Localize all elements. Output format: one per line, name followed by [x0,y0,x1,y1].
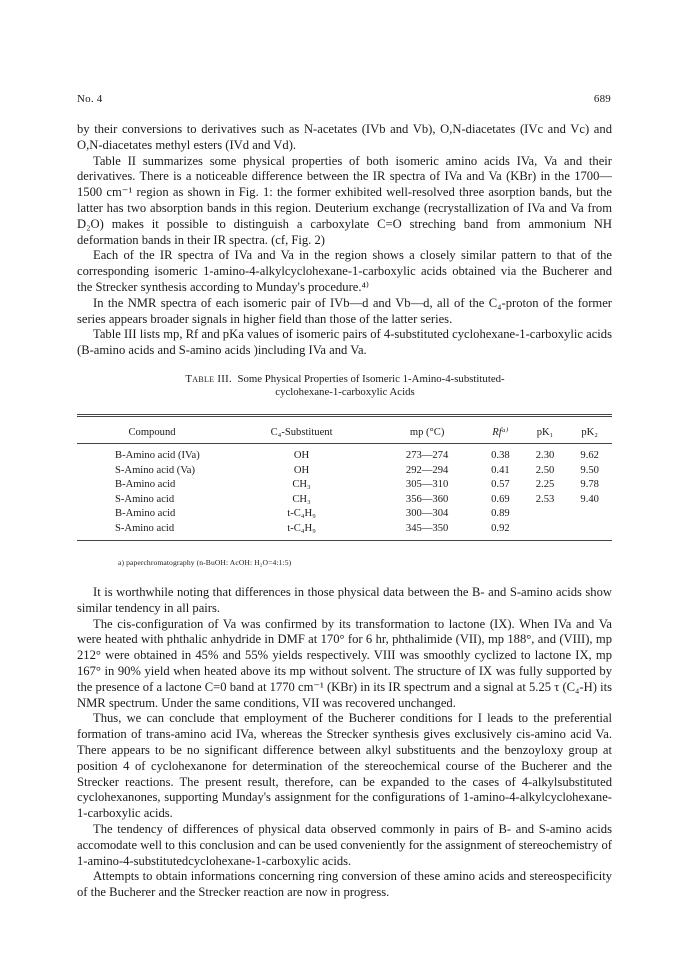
paragraph: Table III lists mp, Rf and pKa values of isomeric pairs of 4-substituted cyclohexane-1-carboxylic acids (B-amino acids and S-amino acids )including IVa and Va. [77,327,612,358]
page-number: 689 [593,93,611,105]
cell-pk2: 9.78 [580,479,599,490]
cell-substituent: CH₃ [292,479,311,490]
cell-rf: 0.57 [491,479,510,490]
paragraph: Each of the IR spectra of IVa and Va in the region shows a closely similar pattern to that of the corresponding isomeric 1-amino-4-alkylcyclohexane-1-carboxylic acids obtained via the Bucherer and the Strecker synthesis according to Munday's procedure.⁴⁾ [77,248,612,294]
cell-mp: 356—360 [405,493,449,505]
cell-pk1 [523,507,568,522]
cell-mp: 345—350 [376,522,478,541]
paragraph: Thus, we can conclude that employment of the Bucherer conditions for I leads to the preferential formation of trans-amino acid IVa, whereas the Strecker synthesis gives exclusively cis-amino acid Va. There appears to be no significant difference between alkyl substituents and the benzoyloxy group at position 4 of cyclohexanone for determination of the stereochemical course of the Bucherer and the Strecker reactions. The present result, therefore, can be expanded to the cases of 4-alkylsubstituted cyclohexanones, supporting Munday's assignment for the configurations of 1-amino-4-alkylcyclohexane-1-carboxylic acids. [77,711,612,821]
cell-substituent: t-C₄H₉ [227,522,376,541]
cell-mp: 300—304 [405,508,449,519]
paragraph: by their conversions to derivatives such as N-acetates (IVb and Vb), O,N-diacetates (IVc and Vc) and O,N-diacetates methyl esters (IVd and Vd). [77,122,612,152]
cell-pk2: 9.40 [580,493,599,505]
cell-substituent: OH [293,450,310,461]
table-row [77,478,612,493]
body-text-top [77,122,612,359]
paragraph: The cis-configuration of Va was confirmed by its transformation to lactone (IX). When IVa and Va were heated with phthalic anhydride in DMF at 170° for 6 hr, phthalimide (VII), mp 188°, and (VIII), mp 212° were obtained in 45% and 55% yields respectively. VIII was smoothly cyclized to lactone IX, mp 167° in 90% yield when heated above its mp without solvent. The structure of IX was fully supported by the presence of a lactone C=0 band at 1770 cm⁻¹ (KBr) in its IR spectrum and a signal at 5.25 τ (C₄-H) its NMR spectrum. Under the same conditions, VII was recovered unchanged. [77,616,612,710]
cell-compound: S-Amino acid [77,522,227,541]
table-row [77,522,612,541]
cell-compound: S-Amino acid (Va) [115,464,196,476]
cell-compound: B-Amino acid [115,508,176,519]
col-header-rf: Rfᵃ⁾ [478,416,523,444]
cell-pk1: 2.53 [535,493,555,505]
table-header-row [77,416,612,444]
cell-pk1: 2.30 [535,450,555,461]
table-caption [120,373,570,399]
paragraph: Table II summarizes some physical properties of both isomeric amino acids IVa, Va and their derivatives. There is a noticeable difference between the IR spectra of IVa and Va (KBr) in the 1700—1500 cm⁻¹ region as shown in Fig. 1: the former exhibited well-resolved three asorption bands, but the latter has two absorption bands in this region. Deuterium exchange (recrystallization of IVa and Va from D₂O) makes it possible to distinguish a carboxylate C=O streching band from ammonium NH deformation bands in their IR spectra. (cf, Fig. 2) [77,153,612,247]
paragraph: In the NMR spectra of each isomeric pair of IVb—d and Vb—d, all of the C₄-proton of the former series appears broader signals in higher field than those of the latter series. [77,295,612,326]
cell-rf: 0.92 [478,522,523,541]
cell-compound: B-Amino acid (IVa) [115,450,200,461]
table-row [77,493,612,508]
col-header-pk1: pK₁ [523,416,568,444]
cell-substituent: OH [293,464,310,476]
cell-substituent: t-C₄H₉ [287,508,316,519]
caption-title-1: Some Physical Properties of Isomeric 1-Amino-4-substituted- [237,373,505,385]
cell-pk2: 9.50 [580,464,599,476]
cell-mp: 273—274 [405,450,449,461]
cell-pk1: 2.25 [535,479,555,490]
cell-compound: S-Amino acid [115,493,175,505]
cell-compound: B-Amino acid [115,479,176,490]
cell-rf: 0.38 [491,450,510,461]
caption-line-1 [120,373,570,386]
table-row [77,507,612,522]
cell-pk2: 9.62 [580,450,599,461]
table-footnote: a) paperchromatography (n-BuOH: AcOH: H₂O=4:1:5) [118,558,292,567]
table-row [77,444,612,464]
cell-pk2 [567,522,612,541]
cell-rf: 0.69 [491,493,510,505]
col-header-substituent: C₄-Substituent [227,416,376,444]
cell-rf: 0.41 [491,464,510,476]
col-header-pk2: pK₂ [567,416,612,444]
properties-table [77,414,612,541]
caption-label: Table III. [185,373,233,385]
journal-issue: No. 4 [77,93,103,105]
paragraph: Attempts to obtain informations concerning ring conversion of these amino acids and stereospecificity of the Bucherer and the Strecker reaction are now in progress. [77,869,612,900]
col-header-mp: mp (°C) [376,416,478,444]
body-text-bottom [77,585,612,901]
cell-pk2 [567,507,612,522]
col-header-compound: Compound [77,416,227,444]
paragraph: The tendency of differences of physical data observed commonly in pairs of B- and S-amino acids accomodate well to this conclusion and can be used conveniently for the assignment of stereochemistry of 1-amino-4-substitutedcyclohexane-1-carboxylic acids. [77,821,612,868]
cell-pk1 [523,522,568,541]
cell-pk1: 2.50 [535,464,555,476]
table-row [77,464,612,479]
cell-substituent: CH₃ [292,493,311,505]
caption-title-2: cyclohexane-1-carboxylic Acids [275,386,415,398]
cell-mp: 305—310 [405,479,449,490]
cell-rf: 0.89 [491,508,510,519]
paragraph: It is worthwhile noting that differences in those physical data between the B- and S-amino acids show similar tendency in all pairs. [77,585,612,615]
cell-mp: 292—294 [405,464,449,476]
